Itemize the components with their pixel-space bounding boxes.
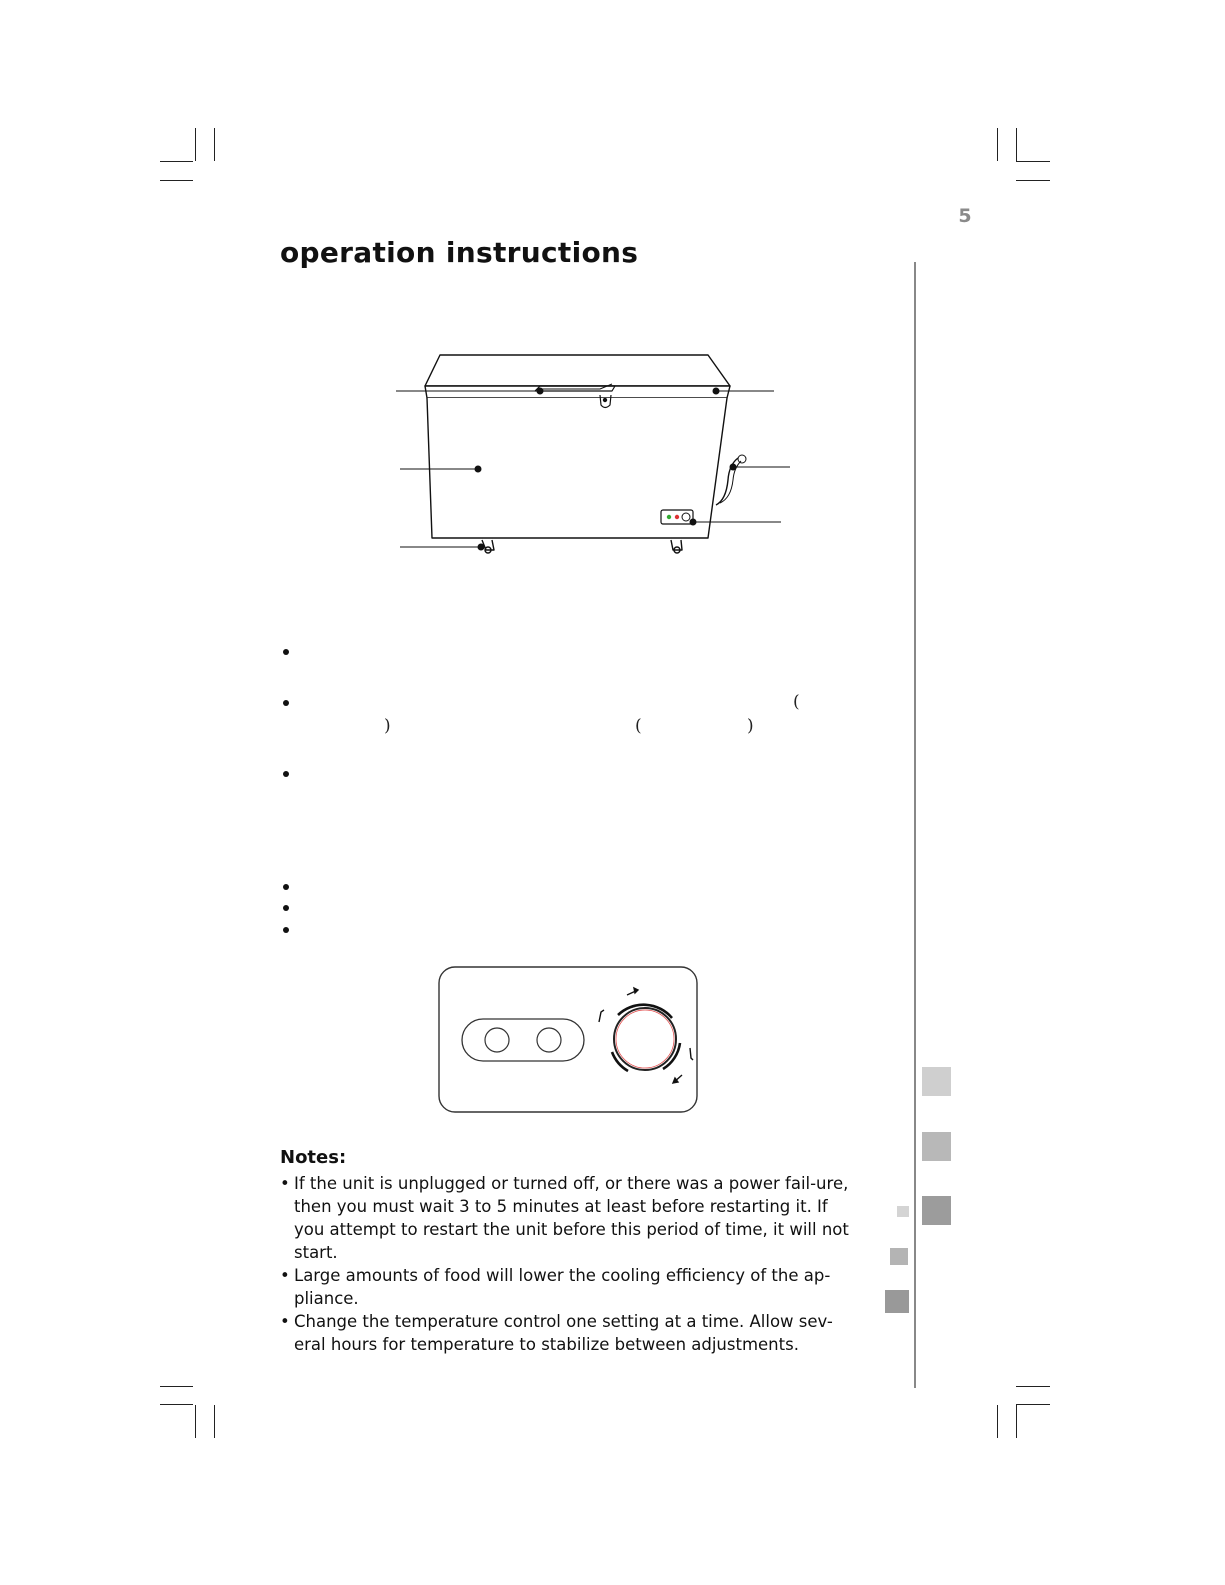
indicator-light-left [485,1028,509,1052]
bullet-dot [283,884,289,890]
side-tab [922,1132,951,1161]
indicator-light-right [537,1028,561,1052]
notes-list [280,1172,858,1356]
note-item: • Large amounts of food will lower the cooling efficiency of the ap-pliance. [280,1264,858,1310]
bullet-dot [283,771,289,777]
bullet-dot [283,649,289,655]
control-panel-diagram [436,964,701,1116]
note-item: • Change the temperature control one setting at a time. Allow sev-eral hours for temperature to stabilize between adjustments. [280,1310,858,1356]
paren-glyph: ) [747,716,754,736]
side-rule [914,262,916,1388]
paren-glyph: ( [793,692,800,712]
notes-title: Notes: [280,1147,347,1168]
paren-glyph: ) [384,716,391,736]
bullet-dot [283,905,289,911]
side-tab [890,1248,908,1265]
paren-glyph: ( [635,716,642,736]
bullet-dot [283,927,289,933]
side-tab [922,1067,951,1096]
side-tab [897,1206,909,1217]
side-tab [885,1290,909,1313]
side-tab [922,1196,951,1225]
page-number: 5 [958,205,972,227]
temperature-dial [614,1008,676,1070]
note-item: • If the unit is unplugged or turned off, or there was a power fail-ure, then you must wait 3 to 5 minutes at least before restarting it. If you attempt to restart the unit before this period of time, it will not start. [280,1172,858,1264]
bullet-dot [283,700,289,706]
freezer-diagram [390,345,800,560]
page-title: operation instructions [280,236,639,269]
